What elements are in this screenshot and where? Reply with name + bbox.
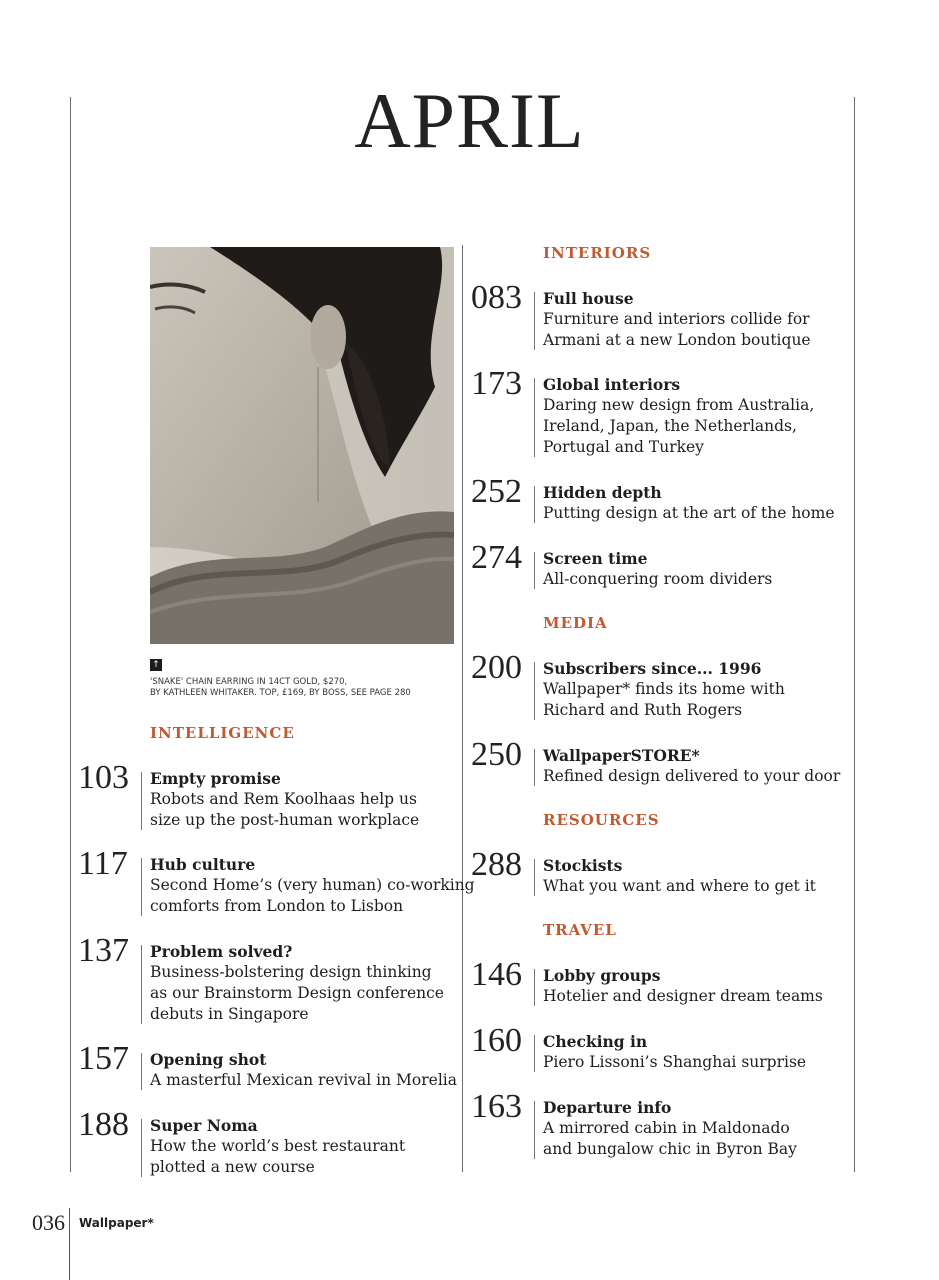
entry-page-number: 160 [471, 1022, 522, 1059]
entry-description: All-conquering room dividers [543, 570, 773, 588]
entry-description: Piero Lissoni’s Shanghai surprise [543, 1053, 807, 1071]
entry-description: Wallpaper* finds its home with [543, 680, 785, 698]
entry-description: Putting design at the art of the home [543, 504, 835, 522]
section-heading-interiors: INTERIORS [543, 244, 652, 262]
entry-title: Stockists [543, 856, 623, 875]
entry-title: Hub culture [150, 855, 256, 874]
right-rule [854, 97, 855, 1172]
entry-page-number: 173 [471, 365, 522, 402]
entry-page-number: 083 [471, 279, 522, 316]
entry-description: comforts from London to Lisbon [150, 897, 404, 915]
entry-divider [534, 378, 535, 457]
entry-description: and bungalow chic in Byron Bay [543, 1140, 797, 1158]
footer-divider [69, 1208, 70, 1280]
entry-title: Full house [543, 289, 634, 308]
entry-title: Subscribers since... 1996 [543, 659, 762, 678]
entry-title: Checking in [543, 1032, 648, 1051]
entry-page-number: 252 [471, 473, 522, 510]
section-heading-travel: TRAVEL [543, 921, 617, 939]
caption-line: 'SNAKE' CHAIN EARRING IN 14CT GOLD, $270, [150, 677, 348, 687]
entry-divider [141, 945, 142, 1024]
section-heading-media: MEDIA [543, 614, 608, 632]
entry-description: Armani at a new London boutique [543, 331, 811, 349]
entry-divider [534, 486, 535, 523]
entry-page-number: 146 [471, 956, 522, 993]
entry-title: Departure info [543, 1098, 672, 1117]
entry-description: How the world’s best restaurant [150, 1137, 406, 1155]
entry-description: debuts in Singapore [150, 1005, 309, 1023]
entry-description: Portugal and Turkey [543, 438, 704, 456]
entry-divider [141, 772, 142, 830]
entry-page-number: 274 [471, 539, 522, 576]
entry-description: A masterful Mexican revival in Morelia [150, 1071, 457, 1089]
entry-description: Robots and Rem Koolhaas help us [150, 790, 417, 808]
entry-page-number: 288 [471, 846, 522, 883]
entry-title: Super Noma [150, 1116, 258, 1135]
entry-description: as our Brainstorm Design conference [150, 984, 444, 1002]
entry-page-number: 188 [78, 1106, 129, 1143]
entry-divider [141, 1119, 142, 1177]
entry-description: What you want and where to get it [543, 877, 816, 895]
entry-title: Empty promise [150, 769, 281, 788]
entry-divider [141, 1053, 142, 1090]
arrow-up-icon: ↑ [150, 659, 162, 671]
entry-description: Daring new design from Australia, [543, 396, 815, 414]
entry-description: Furniture and interiors collide for [543, 310, 810, 328]
entry-description: A mirrored cabin in Maldonado [543, 1119, 790, 1137]
entry-divider [534, 749, 535, 786]
entry-divider [534, 552, 535, 589]
entry-description: Second Home’s (very human) co-working [150, 876, 475, 894]
entry-page-number: 250 [471, 736, 522, 773]
entry-divider [534, 859, 535, 896]
entry-description: Refined design delivered to your door [543, 767, 841, 785]
entry-description: size up the post-human workplace [150, 811, 420, 829]
man-with-snake-earring-photo [150, 247, 454, 644]
left-rule [70, 97, 71, 1172]
entry-page-number: 163 [471, 1088, 522, 1125]
entry-page-number: 117 [78, 845, 128, 882]
entry-title: WallpaperSTORE* [543, 746, 700, 765]
entry-description: Ireland, Japan, the Netherlands, [543, 417, 797, 435]
entry-title: Lobby groups [543, 966, 661, 985]
entry-divider [534, 1101, 535, 1159]
entry-divider [534, 969, 535, 1006]
section-heading-intelligence: INTELLIGENCE [150, 724, 295, 742]
page-title: APRIL [354, 77, 585, 164]
section-heading-resources: RESOURCES [543, 811, 660, 829]
entry-divider [534, 662, 535, 720]
entry-description: Richard and Ruth Rogers [543, 701, 743, 719]
photo-caption [150, 677, 450, 699]
entry-divider [534, 1035, 535, 1072]
entry-title: Problem solved? [150, 942, 293, 961]
entry-divider [141, 858, 142, 916]
entry-title: Opening shot [150, 1050, 267, 1069]
entry-description: Hotelier and designer dream teams [543, 987, 823, 1005]
entry-description: Business-bolstering design thinking [150, 963, 432, 981]
entry-title: Screen time [543, 549, 648, 568]
entry-divider [534, 292, 535, 350]
entry-page-number: 137 [78, 932, 129, 969]
entry-description: plotted a new course [150, 1158, 315, 1176]
magazine-brand: Wallpaper* [79, 1216, 154, 1230]
folio-page-number: 036 [32, 1210, 65, 1235]
entry-page-number: 200 [471, 649, 522, 686]
entry-page-number: 103 [78, 759, 129, 796]
entry-title: Hidden depth [543, 483, 662, 502]
caption-line: BY KATHLEEN WHITAKER. TOP, £169, BY BOSS, SEE PAGE 280 [150, 688, 411, 698]
entry-title: Global interiors [543, 375, 681, 394]
entry-page-number: 157 [78, 1040, 129, 1077]
center-rule [462, 245, 463, 1172]
